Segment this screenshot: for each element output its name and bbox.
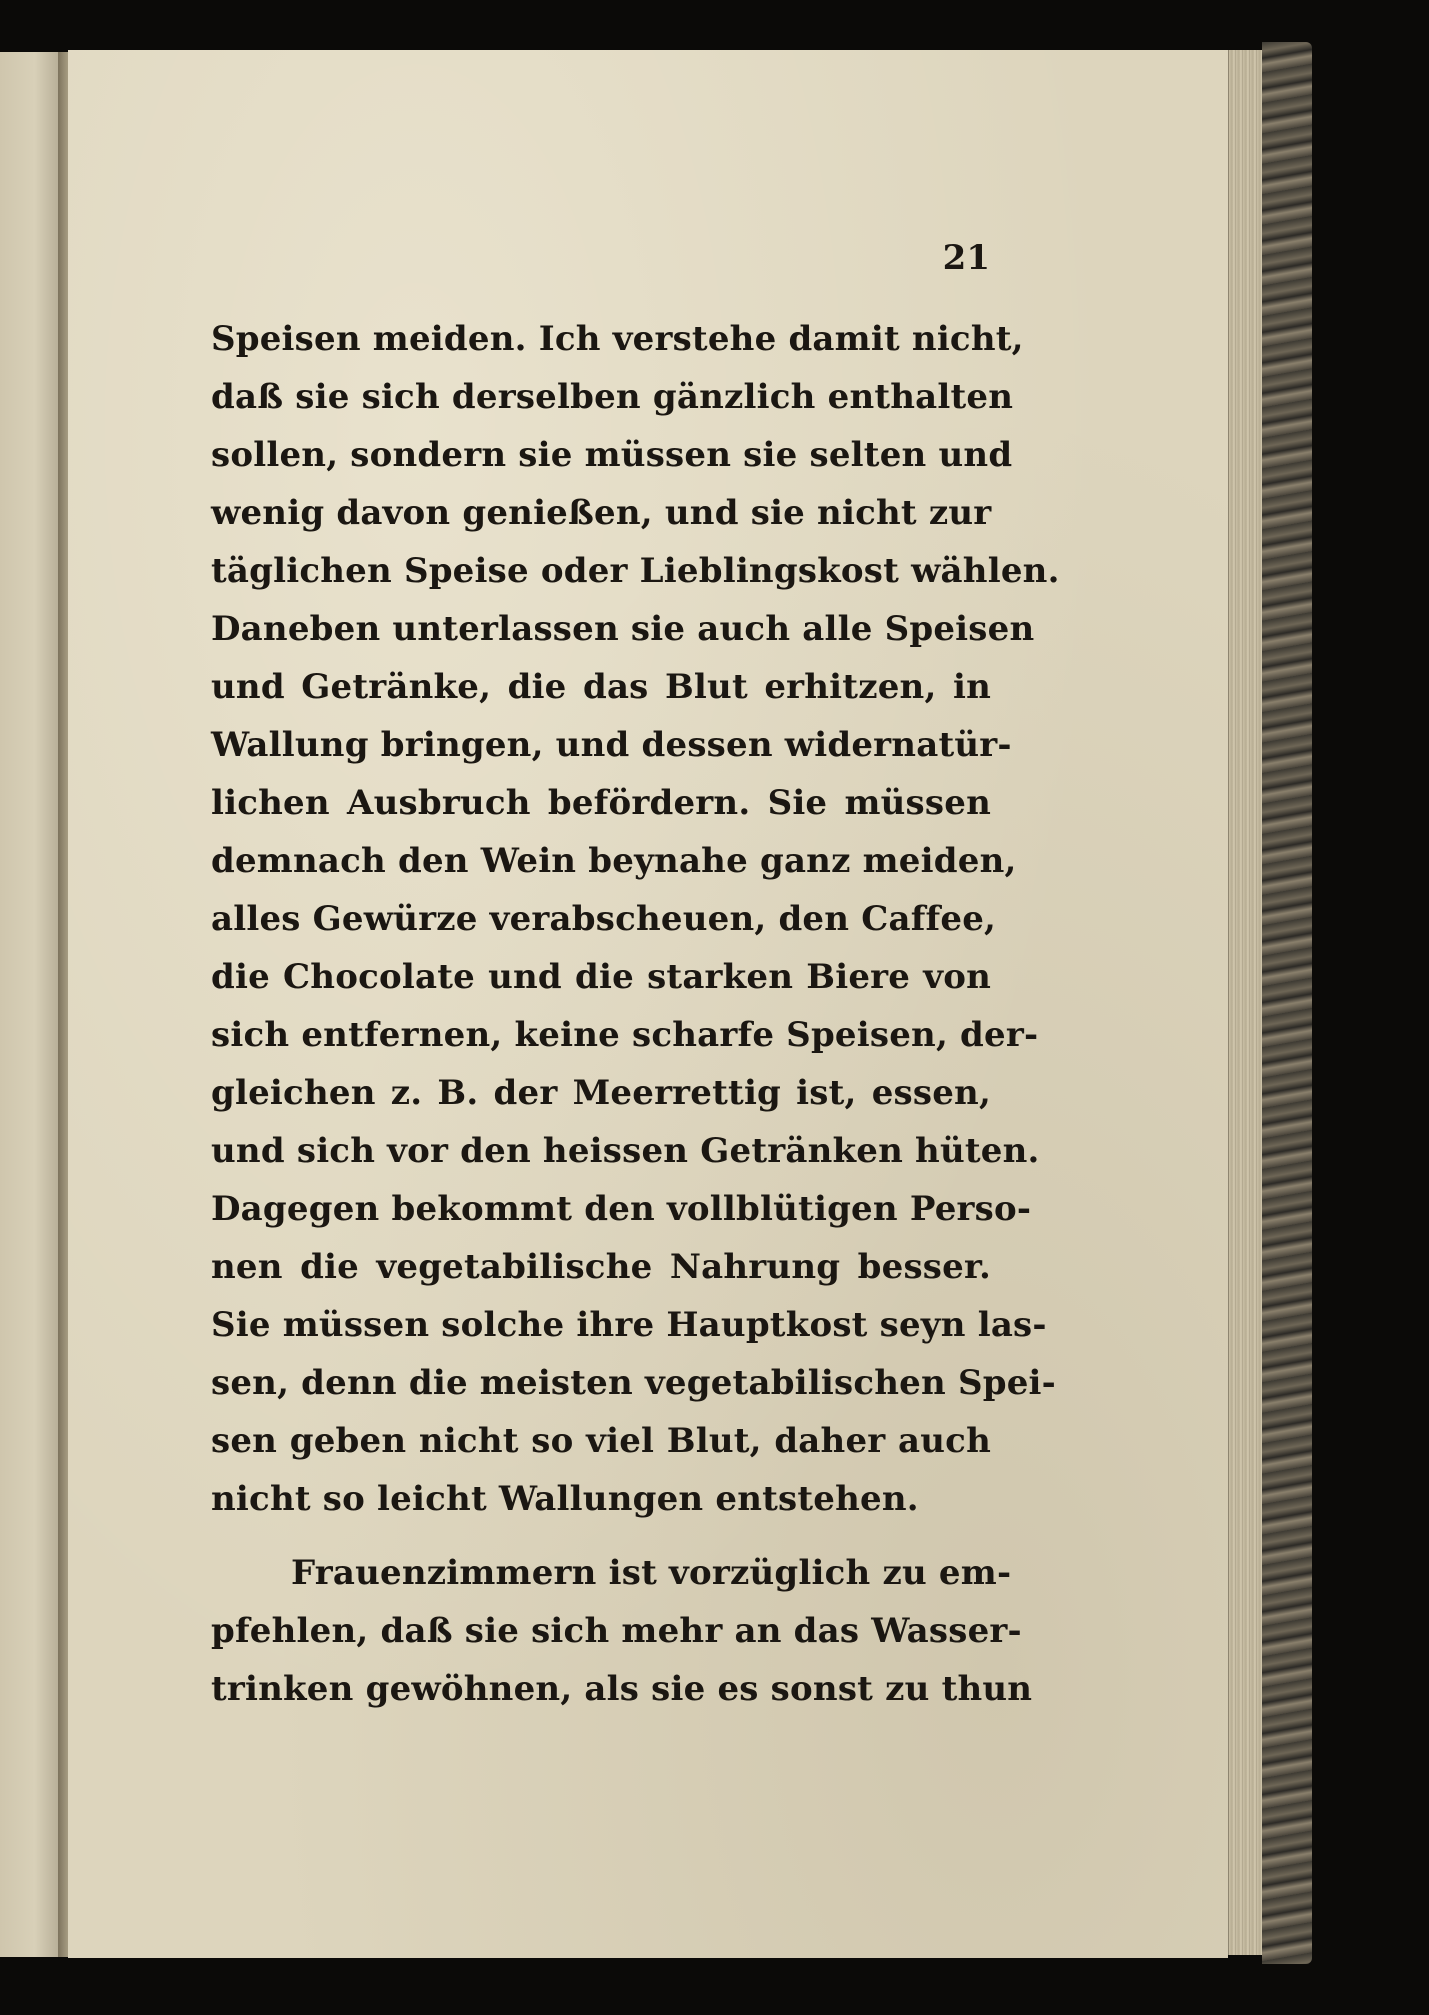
text-line: Wallung bringen, und dessen widernatür- (211, 725, 1012, 765)
text-line: Daneben unterlassen sie auch alle Speisen (211, 609, 1035, 649)
text-line: gleichen z. B. der Meerrettig ist, essen, (211, 1073, 991, 1113)
marbled-cover (1262, 42, 1312, 1964)
text-line: nen die vegetabilische Nahrung besser. (211, 1247, 991, 1287)
text-line: sen, denn die meisten vegetabilischen Spei- (211, 1363, 1056, 1403)
text-line: demnach den Wein beynahe ganz meiden, (211, 841, 1017, 881)
text-line: daß sie sich derselben gänzlich enthalten (211, 377, 1014, 417)
text-line: die Chocolate und die starken Biere von (211, 957, 991, 997)
paragraph-2 (211, 1544, 1033, 1718)
text-line: wenig davon genießen, und sie nicht zur (211, 493, 992, 533)
paragraph-1 (211, 310, 1060, 1528)
body-text (211, 310, 1060, 1718)
text-line: sich entfernen, keine scharfe Speisen, der- (211, 1015, 1039, 1055)
text-line: nicht so leicht Wallungen entstehen. (211, 1479, 919, 1519)
text-line: und Getränke, die das Blut erhitzen, in (211, 667, 991, 707)
text-line: sen geben nicht so viel Blut, daher auch (211, 1421, 991, 1461)
text-line: Sie müssen solche ihre Hauptkost seyn las- (211, 1305, 1047, 1345)
text-line: lichen Ausbruch befördern. Sie müssen (211, 783, 991, 823)
book-gutter (58, 52, 68, 1957)
text-line: trinken gewöhnen, als sie es sonst zu thun (211, 1669, 1033, 1709)
text-line: Dagegen bekommt den vollblütigen Perso- (211, 1189, 1032, 1229)
text-line: Speisen meiden. Ich verstehe damit nicht, (211, 319, 1024, 359)
text-line: und sich vor den heissen Getränken hüten. (211, 1131, 1040, 1171)
text-line: sollen, sondern sie müssen sie selten und (211, 435, 1013, 475)
page-edges (1228, 50, 1263, 1955)
paragraph-gap (211, 1528, 991, 1544)
text-line: täglichen Speise oder Lieblingskost wählen. (211, 551, 1060, 591)
text-line: alles Gewürze verabscheuen, den Caffee, (211, 899, 997, 939)
text-line: Frauenzimmern ist vorzüglich zu em- (291, 1553, 1012, 1593)
left-page-edge (0, 52, 60, 1957)
page-number: 21 (942, 238, 990, 278)
text-line: pfehlen, daß sie sich mehr an das Wasser- (211, 1611, 1022, 1651)
